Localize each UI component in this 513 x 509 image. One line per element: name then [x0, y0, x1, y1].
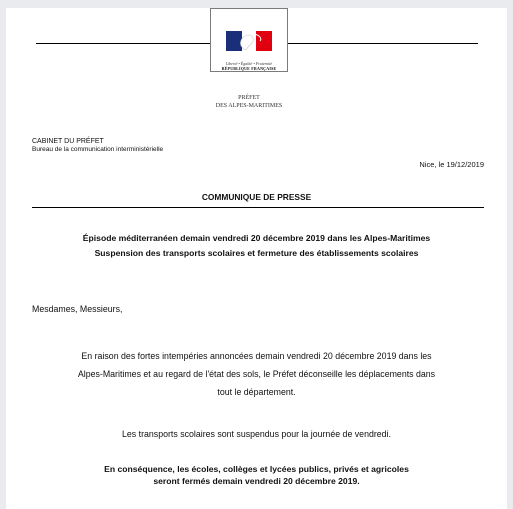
- prefet-title: PRÉFET: [238, 95, 260, 101]
- header-rule-left: [36, 43, 210, 44]
- salutation: Mesdames, Messieurs,: [32, 304, 123, 314]
- document-page: [6, 8, 507, 509]
- republic-motto: Liberté • Égalité • Fraternité: [225, 61, 273, 66]
- paragraph3-line2: seront fermés demain vendredi 20 décembre 2019.: [153, 476, 360, 486]
- sender-bureau: Bureau de la communication interministérielle: [32, 146, 164, 153]
- paragraph3-line1: En conséquence, les écoles, collèges et lycées publics, privés et agricoles: [104, 464, 409, 474]
- subject-line-2: Suspension des transports scolaires et fermeture des établissements scolaires: [94, 248, 419, 258]
- paragraph1-line1: En raison des fortes intempéries annoncées demain vendredi 20 décembre 2019 dans les: [81, 351, 432, 361]
- subject-line-1: Épisode méditerranéen demain vendredi 20 décembre 2019 dans les Alpes-Maritimes: [82, 233, 431, 243]
- marianne-logo: [210, 8, 288, 72]
- paragraph2: Les transports scolaires sont suspendus pour la journée de vendredi.: [122, 429, 391, 439]
- place-date: Nice, le 19/12/2019: [419, 160, 484, 169]
- document-type: COMMUNIQUE DE PRESSE: [201, 192, 312, 202]
- title-rule: [32, 207, 484, 208]
- republic-name: RÉPUBLIQUE FRANÇAISE: [221, 66, 277, 71]
- marianne-emblem-icon: [224, 29, 276, 59]
- paragraph1-line2: Alpes-Maritimes et au regard de l'état des sols, le Préfet déconseille les déplacements dans: [77, 369, 436, 379]
- paragraph1-line3: tout le département.: [217, 387, 296, 397]
- sender-office: CABINET DU PRÉFET: [32, 138, 104, 145]
- header-rule-right: [288, 43, 478, 44]
- prefet-department: DES ALPES-MARITIMES: [215, 103, 283, 109]
